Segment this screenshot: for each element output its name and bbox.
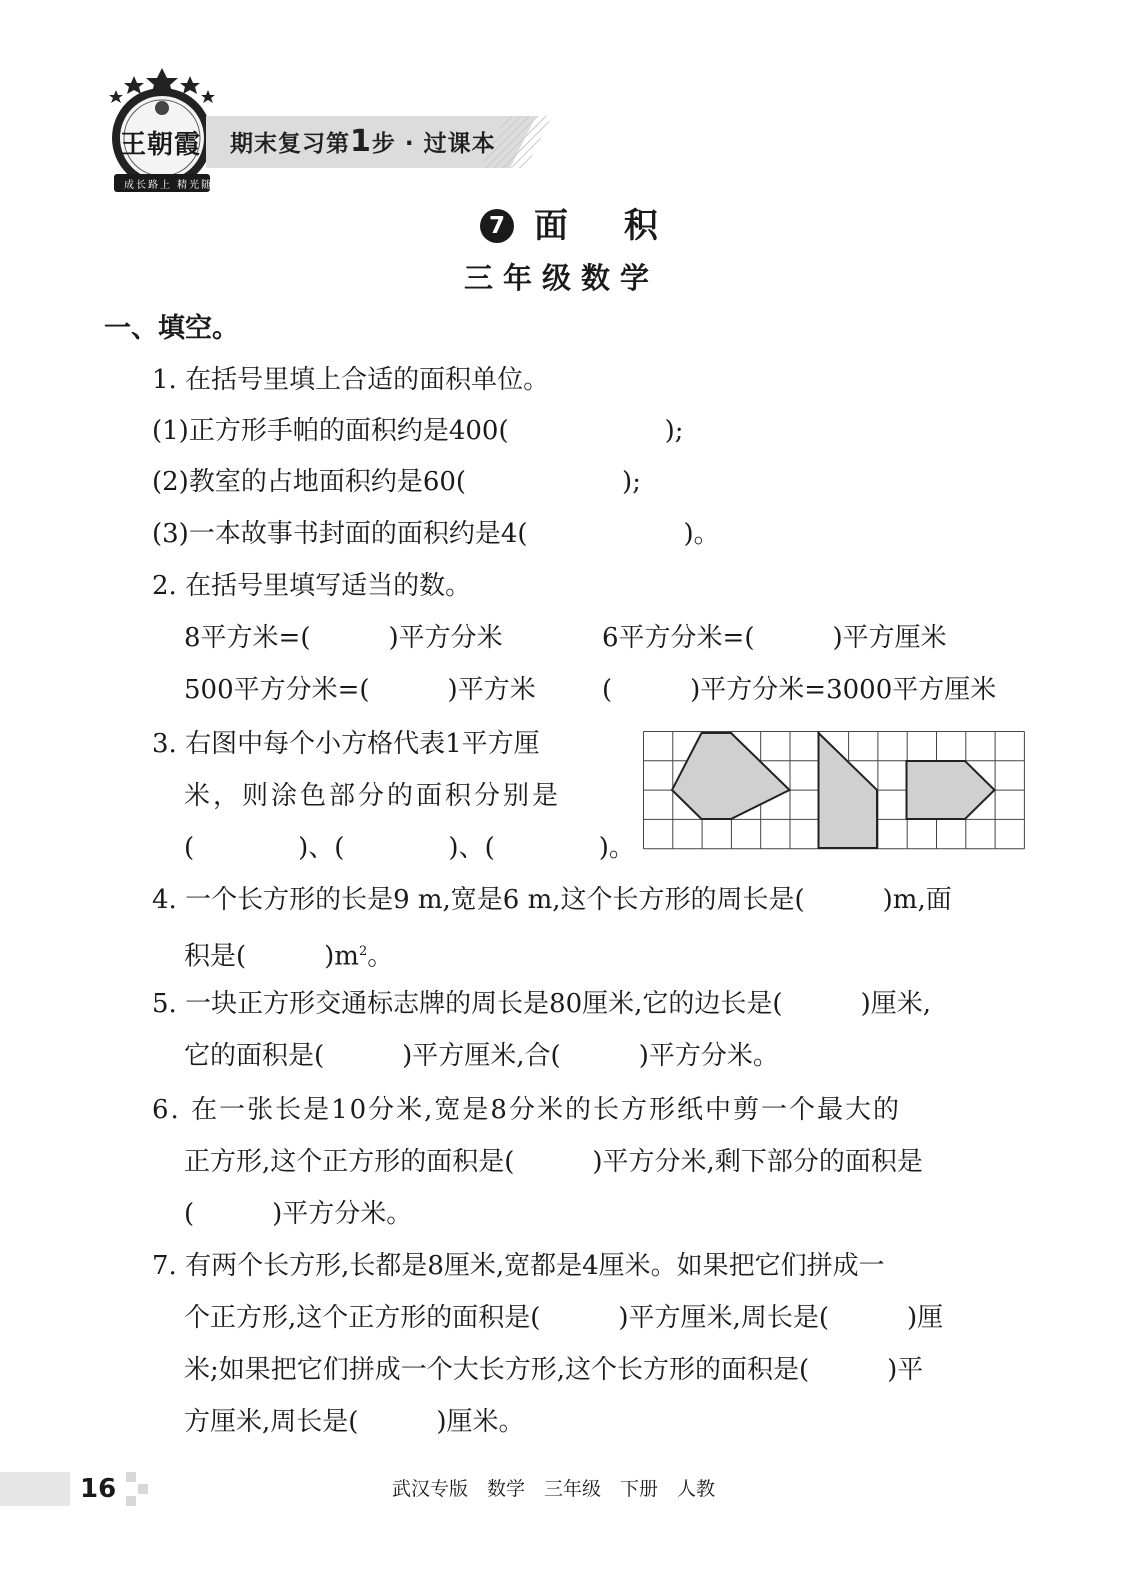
chapter-title-text: 面 积 <box>534 206 680 246</box>
question-6-line-2: 正方形,这个正方形的面积是( )平方分米,剩下部分的面积是 <box>184 1147 923 1177</box>
question-6-line-1: 6. 在一张长是10分米,宽是8分米的长方形纸中剪一个最大的 <box>152 1095 901 1125</box>
question-6-line-3: ( )平方分米。 <box>184 1199 413 1229</box>
question-1-part-1: (1)正方形手帕的面积约是400( ); <box>152 416 684 446</box>
shaded-shape-pentagon <box>672 733 790 819</box>
section-banner-label <box>230 124 496 159</box>
question-7-line-3: 米;如果把它们拼成一个大长方形,这个长方形的面积是( )平 <box>184 1355 924 1385</box>
chapter-number-badge: 7 <box>480 209 514 243</box>
question-3-line-1: 3. 右图中每个小方格代表1平方厘 <box>152 729 540 759</box>
question-5-line-2: 它的面积是( )平方厘米,合( )平方分米。 <box>184 1041 779 1071</box>
question-2-stem: 2. 在括号里填写适当的数。 <box>152 571 472 601</box>
shaded-shape-trapezoid <box>819 733 878 848</box>
section-heading: 一、填空。 <box>104 313 239 344</box>
question-2-item-4: ( )平方分米=3000平方厘米 <box>602 675 997 705</box>
question-5-line-1: 5. 一块正方形交通标志牌的周长是80厘米,它的边长是( )厘米, <box>152 989 931 1019</box>
question-7-line-4: 方厘米,周长是( )厘米。 <box>184 1407 525 1437</box>
page-number: 16 <box>80 1474 117 1504</box>
brand-logo-text: 王朝霞 <box>120 130 202 160</box>
banner-suffix: 步 · 过课本 <box>371 131 496 157</box>
page-subtitle: 三年级数学 <box>464 261 660 295</box>
banner-prefix: 期末复习第 <box>230 131 350 157</box>
banner-step-number: 1 <box>350 124 372 159</box>
question-4-line-2-text: 积是( )m <box>184 941 359 972</box>
question-3-line-3: ( )、( )、( )。 <box>184 833 635 863</box>
question-7-line-1: 7. 有两个长方形,长都是8厘米,宽都是4厘米。如果把它们拼成一 <box>152 1251 885 1281</box>
question-4-line-1: 4. 一个长方形的长是9 m,宽是6 m,这个长方形的周长是( )m,面 <box>152 885 952 915</box>
grid-figure <box>643 731 1025 851</box>
squared-superscript: 2 <box>358 944 368 959</box>
question-2-item-1: 8平方米=( )平方分米 <box>184 623 503 653</box>
question-3-line-2: 米，则涂色部分的面积分别是 <box>184 781 562 811</box>
question-1-part-3: (3)一本故事书封面的面积约是4( )。 <box>152 519 720 549</box>
question-4-line-2-end: 。 <box>367 941 394 972</box>
page-number-bar <box>0 1472 150 1506</box>
brand-logo-slogan: 成长路上 精光随行 <box>124 180 226 191</box>
question-1-stem: 1. 在括号里填上合适的面积单位。 <box>152 365 550 395</box>
shaded-shape-arrow <box>907 761 995 819</box>
question-2-item-2: 6平方分米=( )平方厘米 <box>602 623 947 653</box>
question-1-part-2: (2)教室的占地面积约是60( ); <box>152 467 641 497</box>
footer-edition-info: 武汉专版 数学 三年级 下册 人教 <box>392 1478 716 1500</box>
question-7-line-2: 个正方形,这个正方形的面积是( )平方厘米,周长是( )厘 <box>184 1303 944 1333</box>
question-4-line-2 <box>184 934 393 975</box>
chapter-title <box>480 198 680 247</box>
question-2-item-3: 500平方分米=( )平方米 <box>184 675 536 705</box>
